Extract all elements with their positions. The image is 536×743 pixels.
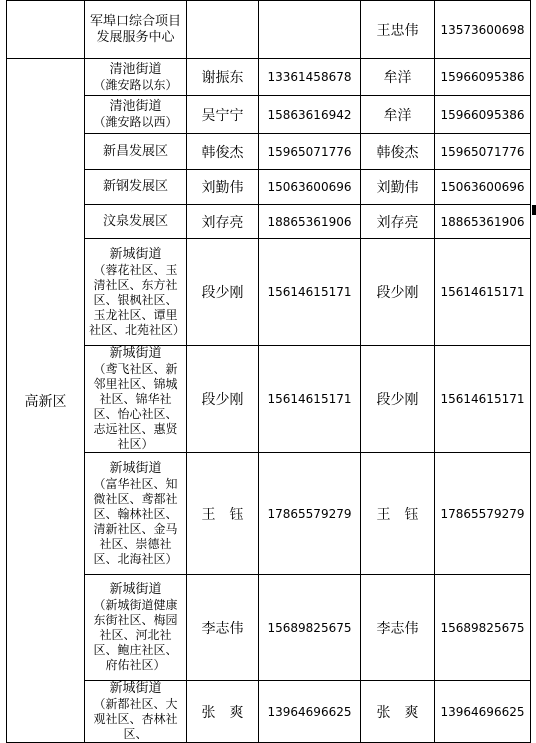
- table-row: [7, 59, 531, 96]
- page-edge-mark: [532, 205, 536, 215]
- contact-name-cell: [187, 1, 259, 59]
- leader-phone-cell: 13964696625: [435, 681, 531, 743]
- contact-name-cell: 刘勤伟: [187, 170, 259, 205]
- contact-phone-cell: 18865361906: [259, 205, 361, 239]
- contact-phone-cell: 15965071776: [259, 134, 361, 170]
- leader-phone-cell: 15614615171: [435, 346, 531, 453]
- area-cell: 新钢发展区: [85, 170, 187, 205]
- leader-name-cell: 牟洋: [361, 96, 435, 134]
- leader-name-cell: 王忠伟: [361, 1, 435, 59]
- contact-name-cell: 刘存亮: [187, 205, 259, 239]
- table-row: [7, 681, 531, 743]
- leader-name-cell: 张 爽: [361, 681, 435, 743]
- area-cell: 新城街道 （鸢飞社区、新邻里社区、锦城社区、锦华社区、怡心社区、志远社区、惠贤社区）: [85, 346, 187, 453]
- leader-phone-cell: 13573600698: [435, 1, 531, 59]
- leader-name-cell: 王 钰: [361, 453, 435, 575]
- contact-name-cell: 吴宁宁: [187, 96, 259, 134]
- area-cell: 新城街道 （富华社区、知微社区、鸢都社区、翰林社区、清新社区、金马社区、崇德社区、北海社区）: [85, 453, 187, 575]
- area-cell: 新城街道 （新城街道健康东街社区、梅园社区、河北社区、鲍庄社区、府佑社区）: [85, 575, 187, 681]
- contact-phone-cell: 15614615171: [259, 346, 361, 453]
- leader-phone-cell: 15614615171: [435, 239, 531, 346]
- table-row: [7, 134, 531, 170]
- table-row: [7, 575, 531, 681]
- contact-phone-cell: 15863616942: [259, 96, 361, 134]
- contact-name-cell: 李志伟: [187, 575, 259, 681]
- area-cell: 军埠口综合项目发展服务中心: [85, 1, 187, 59]
- contact-name-cell: 段少刚: [187, 239, 259, 346]
- leader-phone-cell: 15966095386: [435, 96, 531, 134]
- leader-name-cell: 牟洋: [361, 59, 435, 96]
- leader-name-cell: 刘勤伟: [361, 170, 435, 205]
- leader-name-cell: 段少刚: [361, 346, 435, 453]
- leader-name-cell: 段少刚: [361, 239, 435, 346]
- area-cell: 新城街道 （新都社区、大观社区、杏林社区、: [85, 681, 187, 743]
- table-row: [7, 1, 531, 59]
- table-row: [7, 239, 531, 346]
- contact-phone-cell: 13361458678: [259, 59, 361, 96]
- table-row: [7, 170, 531, 205]
- contact-phone-cell: 15614615171: [259, 239, 361, 346]
- district-cell: 高新区: [7, 59, 85, 743]
- contact-name-cell: 段少刚: [187, 346, 259, 453]
- contact-phone-cell: 15689825675: [259, 575, 361, 681]
- leader-phone-cell: 18865361906: [435, 205, 531, 239]
- leader-phone-cell: 17865579279: [435, 453, 531, 575]
- contact-name-cell: 谢振东: [187, 59, 259, 96]
- leader-phone-cell: 15966095386: [435, 59, 531, 96]
- leader-phone-cell: 15063600696: [435, 170, 531, 205]
- contact-name-cell: 张 爽: [187, 681, 259, 743]
- leader-name-cell: 韩俊杰: [361, 134, 435, 170]
- contact-name-cell: 韩俊杰: [187, 134, 259, 170]
- table-row: [7, 96, 531, 134]
- leader-phone-cell: 15689825675: [435, 575, 531, 681]
- contact-phone-cell: 15063600696: [259, 170, 361, 205]
- leader-name-cell: 刘存亮: [361, 205, 435, 239]
- table-row: [7, 453, 531, 575]
- contact-phone-cell: [259, 1, 361, 59]
- contact-name-cell: 王 钰: [187, 453, 259, 575]
- contact-phone-cell: 17865579279: [259, 453, 361, 575]
- district-cell-empty: [7, 1, 85, 59]
- table-row: [7, 205, 531, 239]
- contact-phone-cell: 13964696625: [259, 681, 361, 743]
- area-cell: 清池街道 （潍安路以东）: [85, 59, 187, 96]
- leader-phone-cell: 15965071776: [435, 134, 531, 170]
- area-cell: 清池街道 （潍安路以西）: [85, 96, 187, 134]
- area-cell: 新昌发展区: [85, 134, 187, 170]
- table-row: [7, 346, 531, 453]
- leader-name-cell: 李志伟: [361, 575, 435, 681]
- contact-table: [6, 0, 531, 743]
- area-cell: 汶泉发展区: [85, 205, 187, 239]
- area-cell: 新城街道 （蓉花社区、玉清社区、东方社区、银枫社区、玉龙社区、谭里社区、北苑社区）: [85, 239, 187, 346]
